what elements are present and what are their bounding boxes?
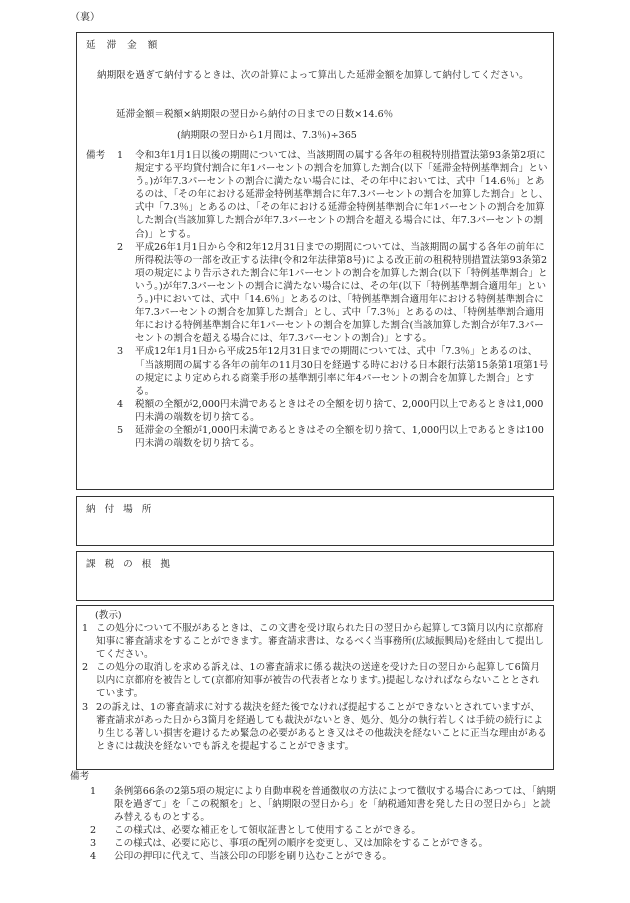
remark-number: 1 — [117, 150, 124, 161]
instruction-number: 2 — [82, 662, 89, 674]
remark-item — [117, 149, 549, 241]
payment-place-heading: 納付場所 — [86, 504, 161, 515]
remark-number: 5 — [117, 424, 124, 436]
remarks-label: 備考 — [86, 150, 106, 161]
remark-text: 平成26年1月1日から令和2年12月31日までの期間については、当該期間の属する各年の前年に所得税法等の一部を改正する法律(令和2年法律第8号)による改正前の租税特別措置法第93条第2項の規定により告示された割合に年1パーセントの割合を加算した割合(以下「特例基準割合」という。)が年7.3パーセントの割合に満たない場合には、その年(以下「特例基準割合適用年」という。)中においては、式中「14.6％」とあるのは、「特例基準割合適用年における特例基準割合に年7.3パーセントの割合を加算した割合」とし、式中「7.3％」とあるのは、「特例基準割合適用年における特例基準割合に年1パーセントの割合を加算した割合(当該加算した割合が年7.3パーセントの割合を超える場合には、年7.3パーセントの割合)」とする。 — [135, 241, 548, 345]
instruction-text: 2の訴えは、1の審査請求に対する裁決を経た後でなければ提起することができないとされていますが、審査請求があった日から3箇月を経過しても裁決がないとき、処分、処分の執行若しくは手続の続行により生じる著しい損害を避けるため緊急の必要があるとき又はその他裁決を経ないことに正当な理由があるときには裁決を経ないでも訴えを提起することができます。 — [96, 701, 547, 752]
instruction-number: 1 — [82, 623, 89, 634]
bottom-remark-text: 公印の押印に代えて、当該公印の印影を刷り込むことができる。 — [114, 851, 393, 863]
bottom-remark-number: 3 — [90, 838, 97, 850]
instruction-item — [82, 622, 547, 661]
bottom-remark-text: 条例第66条の2第5項の規定により自動車税を普通徴収の方法によつて徴収する場合にあつては、「納期限を過ぎて」を「この税額を」と、「納期限の翌日から」を「納税通知書を発した日の翌日から」と読み替えるものとする。 — [114, 786, 556, 824]
bottom-remark-text: この様式は、必要な補正をして領収証書として使用することができる。 — [114, 825, 421, 837]
late-fee-section — [76, 32, 554, 490]
bottom-remarks-label: 備考 — [70, 771, 90, 782]
bottom-remark-text: この様式は、必要に応じ、事項の配列の順序を変更し、又は加除をすることができる。 — [114, 838, 489, 850]
remark-number: 4 — [117, 398, 124, 410]
bottom-remark-number: 1 — [90, 786, 97, 797]
late-fee-lead-text: 納期限を過ぎて納付するときは、次の計算によって算出した延滞金額を加算して納付してください。 — [97, 70, 529, 81]
remarks-list — [117, 149, 549, 450]
bottom-remark-item — [90, 850, 560, 863]
bottom-remark-number: 2 — [90, 825, 97, 837]
remark-item — [117, 241, 549, 346]
late-fee-formula-note: (納期限の翌日から1月間は、7.3％)÷365 — [177, 130, 357, 141]
bottom-remark-item — [90, 837, 560, 850]
tax-basis-section — [76, 551, 554, 601]
instruction-section — [76, 605, 554, 770]
instruction-item — [82, 701, 547, 753]
instruction-text: この処分の取消しを求める訴えは、1の審査請求に係る裁決の送達を受けた日の翌日から起算して6箇月以内に京都府を被告として(京都府知事が被告の代表者となります。)提起しなければならないこととされています。 — [96, 662, 540, 700]
tax-basis-heading: 課税の根拠 — [86, 559, 179, 570]
remark-text: 平成12年1月1日から平成25年12月31日までの期間については、式中「7.3％」とあるのは、「当該期間の属する各年の前年の11月30日を経過する時における日本銀行法第15条第1項第1号の規定により定められる商業手形の基準割引率に年4パーセントの割合を加算した割合」とする。 — [135, 346, 549, 397]
remark-text: 令和3年1月1日以後の期間については、当該期間の属する各年の租税特別措置法第93条第2項に規定する平均貸付割合に年1パーセントの割合を加算した割合(以下「延滞金特例基準割合」という。)が年7.3パーセントの割合に満たない場合には、その年中においては、式中「14.6％」とあるのは、「その年における延滞金特例基準割合に年7.3パーセントの割合を加算した割合」とし、式中「7.3％」とあるのは、「その年における延滞金特例基準割合に年1パーセントの割合を加算した割合(当該加算した割合が年7.3パーセントの割合を超える場合には、年7.3パーセントの割合)」とする。 — [135, 150, 549, 240]
bottom-remarks-list — [90, 785, 560, 864]
instruction-title: (教示) — [95, 610, 122, 621]
remark-text: 延滞金の全額が1,000円未満であるときはその全額を切り捨て、1,000円以上であるときは100円未満の端数を切り捨てる。 — [135, 424, 544, 450]
late-fee-heading: 延滞金額 — [86, 40, 169, 51]
instruction-list — [82, 622, 547, 753]
bottom-remark-number: 4 — [90, 851, 97, 863]
instruction-number: 3 — [82, 701, 89, 713]
remark-number: 2 — [117, 241, 124, 253]
remark-number: 3 — [117, 346, 124, 358]
remark-item — [117, 398, 549, 424]
remark-item — [117, 424, 549, 450]
instruction-text: この処分について不服があるときは、この文書を受け取られた日の翌日から起算して3箇月以内に京都府知事に審査請求をすることができます。審査請求書は、なるべく当事務所(広域振興局)を経由して提出してください。 — [96, 623, 545, 661]
remark-item — [117, 345, 549, 397]
instruction-item — [82, 661, 547, 700]
remark-text: 税額の全額が2,000円未満であるときはその全額を切り捨て、2,000円以上であるときは1,000円未満の端数を切り捨てる。 — [135, 398, 544, 423]
bottom-remark-item — [90, 785, 560, 824]
late-fee-formula: 延滞金額＝税額×納期限の翌日から納付の日までの日数×14.6％ — [116, 109, 394, 120]
back-side-label: （裏） — [70, 12, 100, 23]
payment-place-section — [76, 496, 554, 546]
bottom-remark-item — [90, 824, 560, 837]
